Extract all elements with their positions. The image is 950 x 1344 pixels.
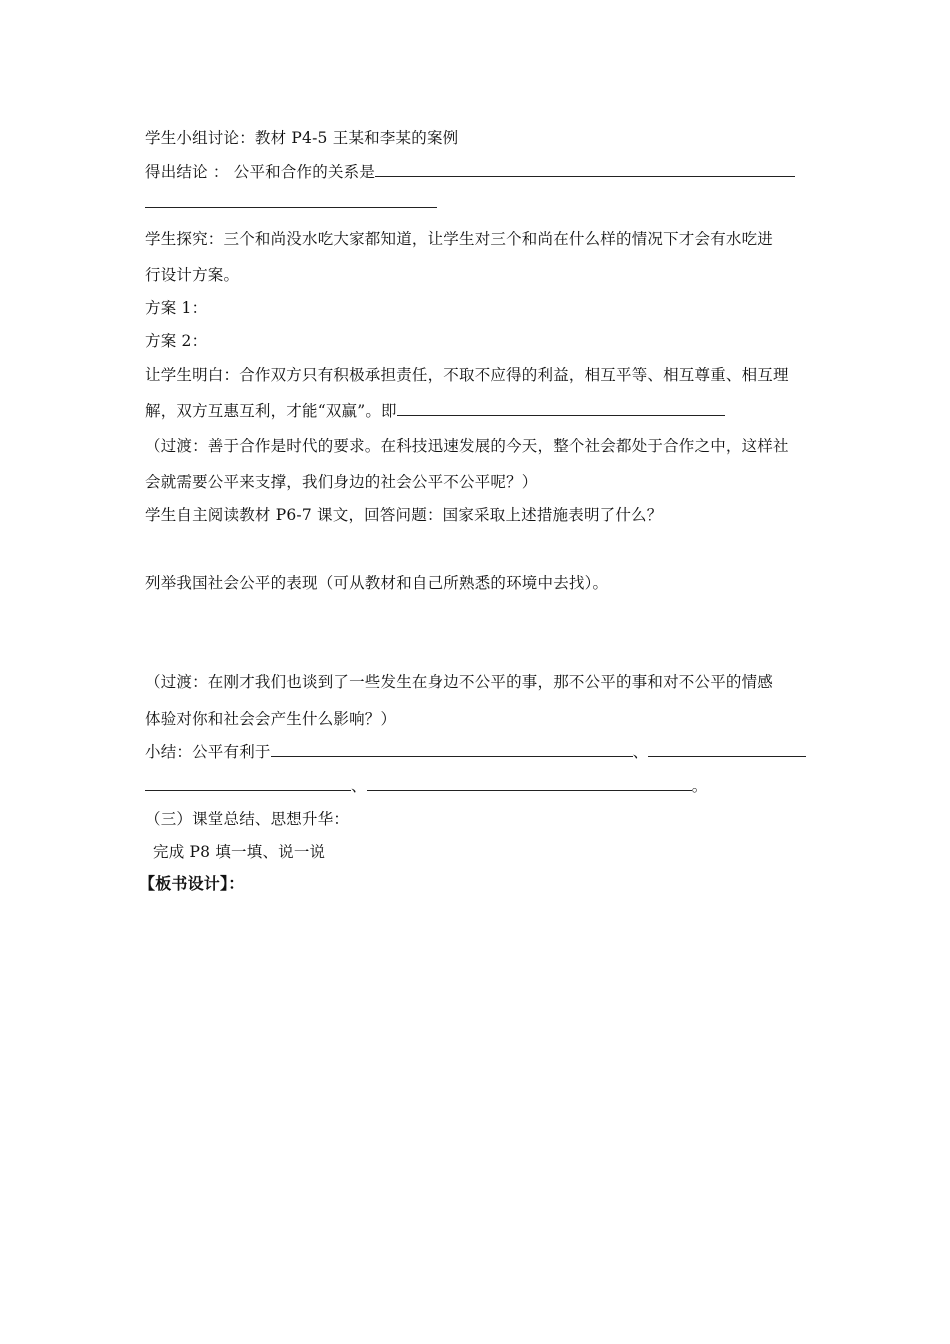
transition-line-1 (145, 436, 810, 456)
understand-blank[interactable] (397, 401, 725, 416)
transition2-text-1: （过渡：在刚才我们也谈到了一些发生在身边不公平的事，那不公平的事和对不公平的情感 (145, 673, 774, 691)
explore-line-1 (145, 229, 810, 249)
conclusion-blank[interactable] (375, 162, 795, 177)
summary-line-1 (145, 742, 810, 762)
conclusion-blank-cont[interactable] (145, 193, 437, 208)
explore-text-2: 行设计方案。 (145, 266, 240, 284)
transition-text-2: 会就需要公平来支撑，我们身边的社会公平不公平呢？） (145, 473, 538, 491)
summary-blank-2-cont[interactable] (145, 776, 351, 791)
summary-sep-2: 、 (351, 777, 367, 795)
plan-2-line (145, 331, 810, 351)
discussion-line (145, 128, 810, 148)
list-line (145, 573, 810, 593)
transition-text-1: （过渡：善于合作是时代的要求。在科技迅速发展的今天，整个社会都处于合作之中，这样社 (145, 437, 789, 455)
reading-text: 学生自主阅读教材 P6-7 课文，回答问题：国家采取上述措施表明了什么？ (145, 506, 663, 524)
summary-end: 。 (691, 777, 708, 795)
plan-1-line (145, 298, 810, 318)
reading-line (145, 505, 810, 525)
summary-sep-1: 、 (632, 743, 649, 761)
transition2-text-2: 体验对你和社会会产生什么影响？） (145, 710, 397, 728)
board-design-heading (139, 874, 804, 894)
understand-text-1: 让学生明白：合作双方只有积极承担责任，不取不应得的利益，相互平等、相互尊重、相互理 (145, 366, 789, 384)
summary-blank-2[interactable] (648, 742, 806, 757)
understand-text-2: 解，双方互惠互利，才能“双赢”。即 (145, 402, 397, 420)
conclusion-text: 得出结论 ： 公平和合作的关系是 (145, 163, 376, 181)
section-three-line (145, 809, 810, 829)
plan-2-text: 方案 2： (145, 332, 208, 350)
transition-line-2 (145, 472, 810, 492)
conclusion-blank-line (145, 193, 810, 213)
summary-blank-1[interactable] (271, 742, 633, 757)
board-design-text: 【板书设计】： (139, 874, 245, 893)
plan-1-text: 方案 1： (145, 299, 208, 317)
section-three-text: （三）课堂总结、思想升华： (145, 810, 350, 828)
complete-line (153, 842, 818, 862)
understand-line-1 (145, 365, 810, 385)
list-text: 列举我国社会公平的表现（可从教材和自己所熟悉的环境中去找）。 (145, 574, 609, 592)
summary-blank-3[interactable] (367, 776, 692, 791)
summary-text: 小结：公平有利于 (145, 743, 271, 761)
transition2-line-1 (145, 672, 810, 692)
transition2-line-2 (145, 709, 810, 729)
understand-line-2 (145, 401, 810, 421)
discussion-text: 学生小组讨论：教材 P4-5 王某和李某的案例 (145, 129, 459, 147)
summary-line-2 (145, 776, 810, 796)
conclusion-line (145, 162, 810, 182)
explore-text-1: 学生探究：三个和尚没水吃大家都知道，让学生对三个和尚在什么样的情况下才会有水吃进 (145, 230, 774, 248)
explore-line-2 (145, 265, 810, 285)
complete-text: 完成 P8 填一填、说一说 (153, 843, 326, 861)
